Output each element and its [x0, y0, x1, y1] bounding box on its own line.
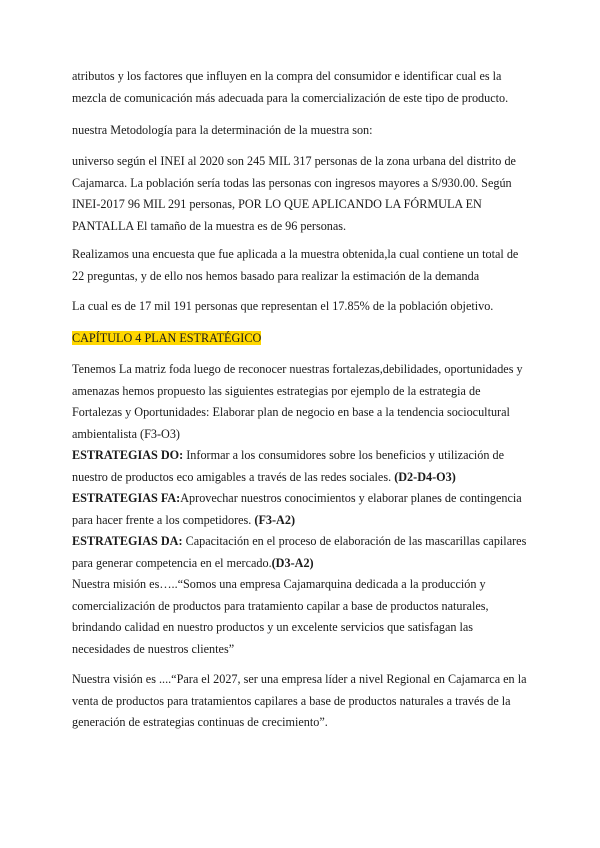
strategy-do-text-cont: nuestro de productos eco amigables a través de las redes sociales. — [72, 469, 395, 484]
strategy-do-line-2 — [72, 467, 532, 489]
strategy-do-code: (D2-D4-O3) — [394, 469, 456, 484]
text-line: nuestra Metodología para la determinación de la muestra son: — [72, 123, 373, 137]
strategy-fa-label: ESTRATEGIAS FA: — [72, 491, 181, 505]
text-line: Nuestra misión es…..“Somos una empresa Cajamarquina dedicada a la producción y — [72, 577, 486, 591]
text-line: mezcla de comunicación más adecuada para la comercialización de este tipo de producto. — [72, 90, 509, 105]
strategy-da-text: Capacitación en el proceso de elaboración de las mascarillas capilares — [182, 534, 527, 548]
paragraph-vision — [72, 669, 532, 734]
text-line: generación de estrategias continuas de crecimiento”. — [72, 715, 328, 729]
strategy-fa-line-1 — [72, 488, 532, 510]
strategy-do-label: ESTRATEGIAS DO: — [72, 448, 184, 462]
paragraph-universe — [72, 151, 532, 237]
strategy-do-line-1 — [72, 445, 532, 467]
text-line: Realizamos una encuesta que fue aplicada a la muestra obtenida,la cual contiene un total de — [72, 247, 519, 261]
strategy-do-text: Informar a los consumidores sobre los beneficios y utilización de — [183, 448, 505, 462]
paragraph-survey — [72, 244, 532, 287]
text-line: Nuestra visión es ....“Para el 2027, ser una empresa líder a nivel Regional en Cajamarca en la — [72, 672, 527, 686]
text-line: atributos y los factores que influyen en la compra del consumidor e identificar cual es la — [72, 69, 502, 83]
strategy-da-label: ESTRATEGIAS DA: — [72, 534, 183, 548]
text-line: comercialización de productos para tratamiento capilar a base de productos naturales, — [72, 598, 489, 613]
strategy-fa-text: Aprovechar nuestros conocimientos y elaborar planes de contingencia — [180, 491, 522, 505]
text-line: Cajamarca. La población sería todas las personas con ingresos mayores a S/930.00. Según — [72, 175, 512, 190]
paragraph-demand — [72, 296, 532, 318]
text-line: 22 preguntas, y de ello nos hemos basado para realizar la estimación de la demanda — [72, 268, 480, 283]
paragraph-mision — [72, 574, 532, 660]
text-line: amenazas hemos propuesto las siguientes estrategias por ejemplo de la estrategia de — [72, 383, 481, 398]
strategy-da-line-2 — [72, 553, 532, 575]
text-line: La cual es de 17 mil 191 personas que representan el 17.85% de la población objetivo. — [72, 299, 494, 313]
chapter-heading-block — [72, 328, 532, 350]
paragraph-intro — [72, 66, 532, 109]
text-line: PANTALLA El tamaño de la muestra es de 96 personas. — [72, 218, 347, 233]
strategy-fa-text-cont: para hacer frente a los competidores. — [72, 512, 255, 527]
strategy-da-line-1 — [72, 531, 532, 553]
strategy-fa-code: (F3-A2) — [254, 512, 295, 527]
strategy-da-text-cont: para generar competencia en el mercado. — [72, 555, 272, 570]
strategy-fa-line-2 — [72, 510, 532, 532]
text-line: INEI-2017 96 MIL 291 personas, POR LO QUE APLICANDO LA FÓRMULA EN — [72, 197, 482, 211]
strategy-da-code: (D3-A2) — [271, 555, 314, 570]
text-line: universo según el INEI al 2020 son 245 MIL 317 personas de la zona urbana del distrito de — [72, 154, 516, 168]
text-line: necesidades de nuestros clientes” — [72, 641, 235, 656]
text-line: ambientalista (F3-O3) — [72, 426, 180, 441]
text-line: Tenemos La matriz foda luego de reconocer nuestras fortalezas,debilidades, oportunidades y — [72, 362, 523, 376]
paragraph-foda — [72, 359, 532, 574]
paragraph-methodology — [72, 120, 532, 142]
text-line: Fortalezas y Oportunidades: Elaborar plan de negocio en base a la tendencia sociocultural — [72, 405, 510, 419]
text-line: brindando calidad en nuestro productos y un excelente servicios que satisfagan las — [72, 620, 474, 634]
chapter-heading: CAPÍTULO 4 PLAN ESTRATÉGICO — [72, 331, 262, 345]
text-line: venta de productos para tratamientos capilares a base de productos naturales a través de la — [72, 693, 511, 708]
